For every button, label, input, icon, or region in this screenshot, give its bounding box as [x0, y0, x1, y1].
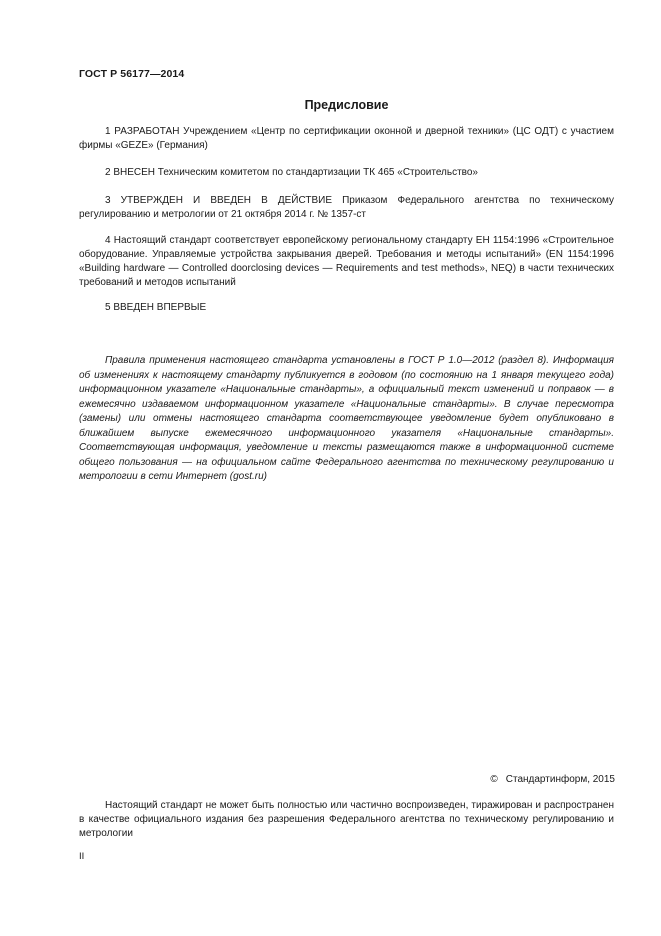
foreword-item-approved: 3 УТВЕРЖДЕН И ВВЕДЕН В ДЕЙСТВИЕ Приказом Федерального агентства по техническому регулированию и метрологии от 21 октября 2014 г. № 1357-ст	[79, 195, 614, 220]
foreword-item-conformity: 4 Настоящий стандарт соответствует европейскому региональному стандарту ЕН 1154:1996 «Строительное оборудование. Управляемые устройства закрывания дверей. Требования и методы испытаний» (EN 1154:1996 «Building hardware — Controlled doorclosing devices — Requirements and test methods», NEQ) в части технических требований и методов испытаний	[79, 235, 614, 288]
page-header-standard-code: ГОСТ Р 56177—2014	[79, 68, 185, 80]
foreword-item-first-introduced: 5 ВВЕДЕН ВПЕРВЫЕ	[105, 302, 207, 313]
foreword-item-developed: 1 РАЗРАБОТАН Учреждением «Центр по сертификации оконной и дверной техники» (ЦС ОДТ) с участием фирмы «GEZE» (Германия)	[79, 126, 614, 151]
copyright-line	[490, 773, 615, 787]
application-rules-notice: Правила применения настоящего стандарта установлены в ГОСТ Р 1.0—2012 (раздел 8). Информация об изменениях к настоящему стандарту публикуется в годовом (по состоянию на 1 января текущего года) информационном указателе «Национальные стандарты», а официальный текст изменений и поправок — в ежемесячно издаваемом информационном указателе «Национальные стандарты». В случае пересмотра (замены) или отмены настоящего стандарта соответствующее уведомление будет опубликовано в ближайшем выпуске ежемесячного информационного указателя «Национальные стандарты». Соответствующая информация, уведомление и тексты размещаются также в информационной системе общего пользования — на официальном сайте Федерального агентства по техническому регулированию и метрологии в сети Интернет (gost.ru)	[79, 355, 614, 482]
page-title: Предисловие	[304, 98, 389, 112]
page-number: II	[79, 851, 85, 862]
foreword-item-introduced: 2 ВНЕСЕН Техническим комитетом по стандартизации ТК 465 «Строительство»	[105, 167, 478, 178]
copyright-symbol: ©	[490, 774, 498, 785]
copyright-holder: Стандартинформ, 2015	[505, 774, 615, 785]
reproduction-notice: Настоящий стандарт не может быть полностью или частично воспроизведен, тиражирован и распространен в качестве официального издания без разрешения Федерального агентства по техническому регулированию и метрологии	[79, 800, 614, 839]
